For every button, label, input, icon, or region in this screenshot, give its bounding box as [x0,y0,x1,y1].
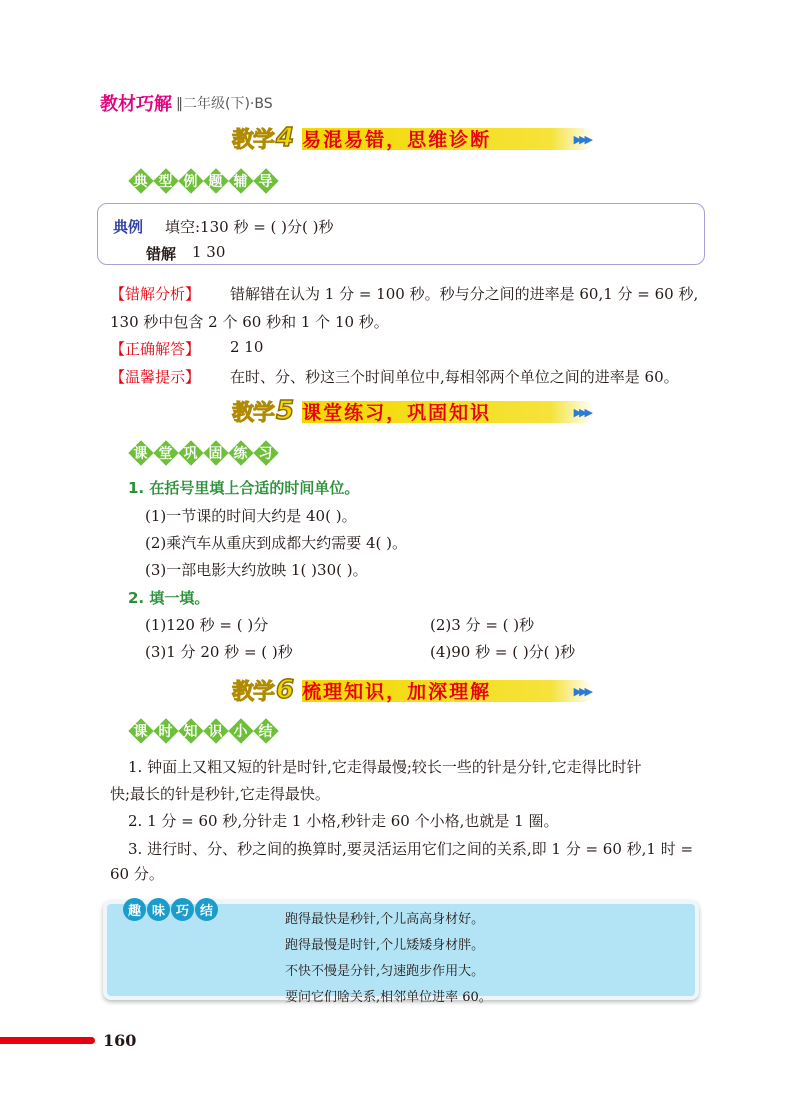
section-label-summary [128,718,278,743]
banner-prefix: 教学 [232,679,275,705]
fun-summary-label [123,898,219,921]
question-2-item: (3)1 分 20 秒 = ( )秒 [145,643,293,661]
label-char: 典 [128,168,153,193]
label-char: 知 [178,718,203,743]
banner-prefix: 教学 [232,127,275,153]
banner-number: 6 [276,675,295,705]
book-title: 教材巧解 [100,94,172,115]
label-char: 例 [178,168,203,193]
banner-prefix: 教学 [232,400,275,426]
question-1-title: 1. 在括号里填上合适的时间单位。 [128,479,360,497]
tip-text: 在时、分、秒这三个时间单位中,每相邻两个单位之间的进率是 60。 [230,368,679,386]
grade-label: ‖二年级(下)·BS [176,96,273,112]
label-char: 课 [128,718,153,743]
example-tag: 典例 [113,218,144,236]
label-char: 小 [228,718,253,743]
wrong-tag: 错解 [146,245,177,263]
label-char: 堂 [153,440,178,465]
question-2-item: (2)3 分 = ( )秒 [430,616,535,634]
label-char: 识 [203,718,228,743]
arrow-icon: ▶▶▶ [573,133,590,146]
analysis-tag: 【错解分析】 [110,285,201,303]
banner-number: 5 [276,396,295,426]
banner-number: 4 [276,123,295,153]
question-2-item: (4)90 秒 = ( )分( )秒 [430,643,576,661]
label-char: 结 [253,718,278,743]
label-char: 趣 [123,898,146,921]
label-char: 结 [195,898,218,921]
analysis-text: 错解错在认为 1 分 = 100 秒。秒与分之间的进率是 60,1 分 = 60 秒, [230,285,699,303]
rhyme-line: 要问它们啥关系,相邻单位进率 60。 [285,990,492,1005]
summary-line: 3. 进行时、分、秒之间的换算时,要灵活运用它们之间的关系,即 1 分 = 60 秒,1 时 = [128,840,694,858]
tip-tag: 【温馨提示】 [110,368,201,386]
question-1-item: (1)一节课的时间大约是 40( )。 [145,507,357,525]
wrong-answer: 1 30 [192,243,226,261]
correct-tag: 【正确解答】 [110,340,201,358]
arrow-icon: ▶▶▶ [573,685,590,698]
analysis-text-cont: 130 秒中包含 2 个 60 秒和 1 个 10 秒。 [110,313,389,331]
rhyme-line: 跑得最快是秒针,个儿高高身材好。 [285,912,485,927]
summary-line: 60 分。 [110,865,164,883]
section-banner-6 [232,676,594,704]
label-char: 时 [153,718,178,743]
banner-title: 课堂练习，巩固知识 [302,401,492,424]
arrow-icon: ▶▶▶ [573,406,590,419]
example-question: 填空:130 秒 = ( )分( )秒 [165,218,334,236]
question-1-item: (3)一部电影大约放映 1( )30( )。 [145,561,368,579]
section-banner-4 [232,124,594,152]
label-char: 辅 [228,168,253,193]
summary-line: 1. 钟面上又粗又短的针是时针,它走得最慢;较长一些的针是分针,它走得比时针 [128,758,642,776]
page-number: 160 [103,1031,137,1050]
label-char: 题 [203,168,228,193]
section-label-class-practice [128,440,278,465]
label-char: 味 [147,898,170,921]
question-2-title: 2. 填一填。 [128,589,210,607]
correct-answer: 2 10 [230,338,264,356]
section-banner-5 [232,397,594,425]
rhyme-line: 不快不慢是分针,匀速跑步作用大。 [285,964,485,979]
footer-bar [0,1037,95,1044]
label-char: 巩 [178,440,203,465]
summary-line: 快;最长的针是秒针,它走得最快。 [110,785,330,803]
summary-line: 2. 1 分 = 60 秒,分针走 1 小格,秒针走 60 个小格,也就是 1 圈。 [128,812,559,830]
banner-title: 易混易错，思维诊断 [302,128,492,151]
label-char: 固 [203,440,228,465]
banner-title: 梳理知识，加深理解 [302,680,492,703]
label-char: 型 [153,168,178,193]
label-char: 巧 [171,898,194,921]
label-char: 课 [128,440,153,465]
section-label-typical-examples [128,168,278,193]
label-char: 练 [228,440,253,465]
rhyme-line: 跑得最慢是时针,个儿矮矮身材胖。 [285,938,485,953]
question-1-item: (2)乘汽车从重庆到成都大约需要 4( )。 [145,534,408,552]
question-2-item: (1)120 秒 = ( )分 [145,616,269,634]
label-char: 导 [253,168,278,193]
label-char: 习 [253,440,278,465]
